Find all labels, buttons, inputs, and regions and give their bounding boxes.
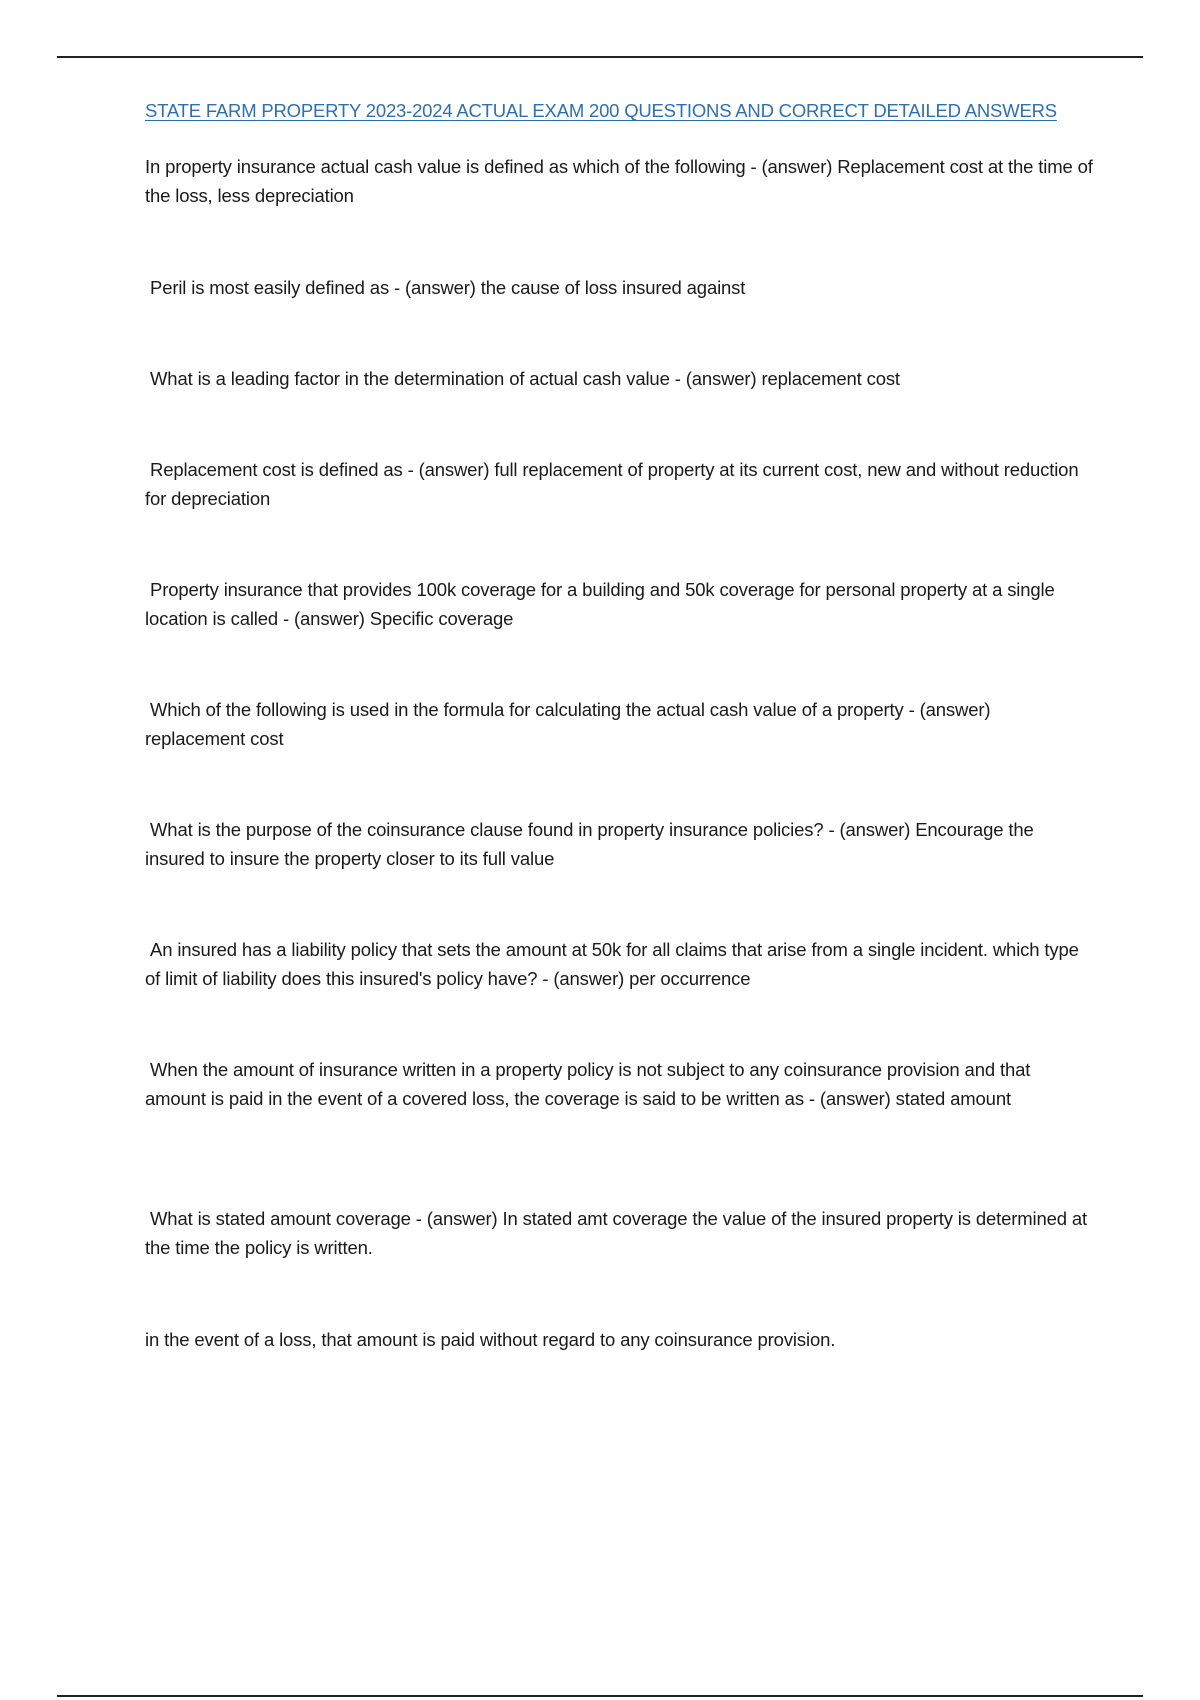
qa-entry-5: Property insurance that provides 100k coverage for a building and 50k coverage for personal property at a single location is called - (answer) Specific coverage bbox=[145, 579, 1055, 629]
qa-entry-7: What is the purpose of the coinsurance clause found in property insurance policies? - (answer) Encourage the insured to insure the property closer to its full value bbox=[145, 819, 1034, 869]
footer-rule bbox=[57, 1695, 1143, 1697]
document-title: STATE FARM PROPERTY 2023-2024 ACTUAL EXAM 200 QUESTIONS AND CORRECT DETAILED ANSWERS bbox=[145, 100, 1057, 121]
qa-entry-6: Which of the following is used in the formula for calculating the actual cash value of a property - (answer) replacement cost bbox=[145, 699, 991, 749]
qa-entry-8: An insured has a liability policy that sets the amount at 50k for all claims that arise from a single incident. which type of limit of liability does this insured's policy have? - (answer) per occurrence bbox=[145, 939, 1079, 989]
qa-entry-3: What is a leading factor in the determination of actual cash value - (answer) replacement cost bbox=[150, 368, 900, 389]
qa-entry-11: in the event of a loss, that amount is paid without regard to any coinsurance provision. bbox=[145, 1329, 836, 1350]
header-rule bbox=[57, 56, 1143, 58]
qa-entry-1: In property insurance actual cash value is defined as which of the following - (answer) Replacement cost at the time of the loss, less depreciation bbox=[145, 156, 1093, 206]
qa-entry-10: What is stated amount coverage - (answer) In stated amt coverage the value of the insured property is determined at the time the policy is written. bbox=[145, 1208, 1088, 1258]
qa-entry-9: When the amount of insurance written in a property policy is not subject to any coinsurance provision and that amount is paid in the event of a covered loss, the coverage is said to be written as - (answer) stated amount bbox=[145, 1059, 1031, 1109]
qa-entry-4: Replacement cost is defined as - (answer) full replacement of property at its current cost, new and without reduction for depreciation bbox=[145, 459, 1079, 509]
qa-entry-2: Peril is most easily defined as - (answer) the cause of loss insured against bbox=[150, 277, 746, 298]
